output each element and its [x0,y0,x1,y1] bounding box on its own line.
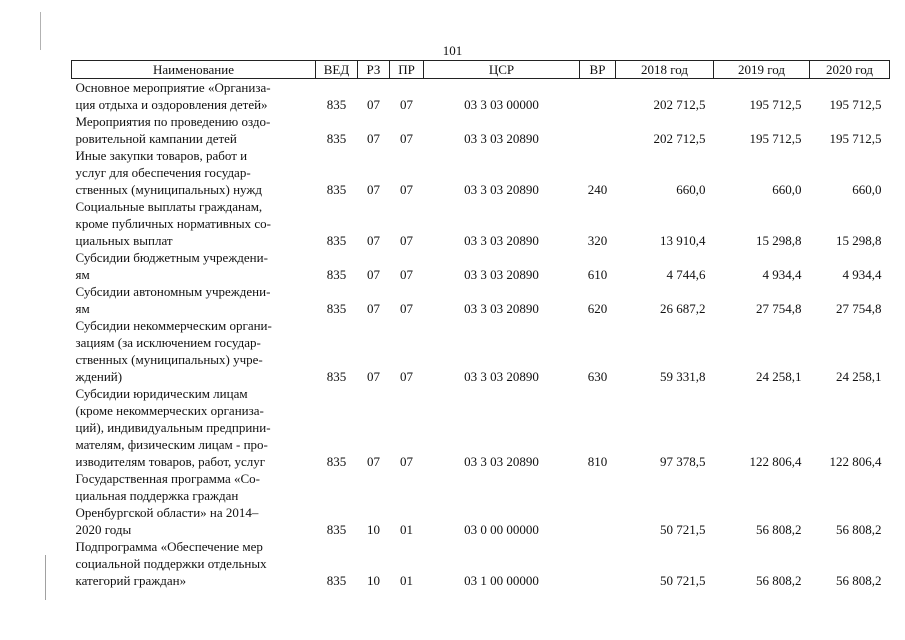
cell-2020: 122 806,4 [829,454,882,469]
cell-2019: 195 712,5 [749,131,802,146]
cell-pr: 01 [400,573,413,588]
cell-vr [580,113,616,147]
cell-csr: 03 3 03 20890 [464,301,539,316]
cell-2018: 26 687,2 [660,301,706,316]
cell-2018: 4 744,6 [666,267,706,282]
cell-rz: 07 [367,182,380,197]
cell-name: Иные закупки товаров, работ и услуг для обеспечения государ- ственных (муниципальных) нужд [75,148,262,197]
cell-2020: 24 258,1 [836,369,882,384]
cell-rz: 07 [367,267,380,282]
cell-name: Субсидии бюджетным учреждени- ям [75,250,268,282]
cell-csr: 03 3 03 00000 [464,97,539,112]
table-row [72,283,890,317]
cell-pr: 07 [400,233,413,248]
header-csr: ЦСР [424,61,580,79]
cell-name: Основное мероприятие «Организа- ция отдыха и оздоровления детей» [75,80,271,112]
header-2019: 2019 год [714,61,810,79]
cell-2019: 4 934,4 [762,267,802,282]
cell-ved: 835 [326,369,347,384]
table-header-row [72,61,890,79]
header-rz: РЗ [358,61,390,79]
table-row [72,249,890,283]
cell-rz: 07 [367,301,380,316]
table-row [72,198,890,249]
table-row [72,538,890,589]
header-name: Наименование [72,61,316,79]
cell-rz: 07 [367,97,380,112]
cell-2019: 15 298,8 [756,233,802,248]
cell-vr: 240 [587,182,608,197]
cell-vr [580,79,616,114]
cell-rz: 10 [367,573,380,588]
cell-vr: 810 [587,454,608,469]
cell-2020: 56 808,2 [836,522,882,537]
cell-ved: 835 [326,267,347,282]
cell-pr: 07 [400,97,413,112]
cell-2018: 50 721,5 [660,573,706,588]
table-row [72,385,890,470]
cell-pr: 07 [400,369,413,384]
table-row [72,113,890,147]
cell-2020: 4 934,4 [842,267,882,282]
cell-rz: 07 [367,131,380,146]
cell-rz: 07 [367,233,380,248]
cell-name: Мероприятия по проведению оздо- ровительной кампании детей [75,114,271,146]
cell-name: Субсидии юридическим лицам (кроме некоммерческих организа- ций), индивидуальным предприни- мателям, физическим лицам - про- изводителям товаров, работ, услуг [75,386,271,469]
cell-ved: 835 [326,182,347,197]
cell-ved: 835 [326,573,347,588]
cell-vr [580,538,616,589]
cell-pr: 07 [400,182,413,197]
cell-pr: 07 [400,267,413,282]
cell-pr: 07 [400,301,413,316]
cell-vr: 620 [587,301,608,316]
cell-ved: 835 [326,522,347,537]
cell-vr: 320 [587,233,608,248]
cell-csr: 03 0 00 00000 [464,522,539,537]
cell-2019: 660,0 [772,182,802,197]
cell-rz: 07 [367,369,380,384]
cell-2020: 27 754,8 [836,301,882,316]
cell-rz: 07 [367,454,380,469]
cell-2020: 56 808,2 [836,573,882,588]
cell-2018: 660,0 [676,182,706,197]
cell-2019: 122 806,4 [749,454,802,469]
cell-2019: 56 808,2 [756,573,802,588]
cell-2019: 195 712,5 [749,97,802,112]
cell-csr: 03 3 03 20890 [464,182,539,197]
cell-2020: 660,0 [852,182,882,197]
table-row [72,79,890,114]
cell-pr: 07 [400,131,413,146]
cell-csr: 03 3 03 20890 [464,233,539,248]
table-row [72,470,890,538]
cell-name: Государственная программа «Со- циальная поддержка граждан Оренбургской области» на 2014– 2020 годы [75,471,261,537]
cell-name: Субсидии некоммерческим органи- зациям (за исключением государ- ственных (муниципальных) учре- ждений) [75,318,272,384]
cell-csr: 03 3 03 20890 [464,369,539,384]
cell-csr: 03 3 03 20890 [464,267,539,282]
cell-2019: 27 754,8 [756,301,802,316]
cell-ved: 835 [326,97,347,112]
cell-vr: 610 [587,267,608,282]
budget-table [71,60,890,589]
cell-csr: 03 3 03 20890 [464,454,539,469]
table-row [72,317,890,385]
cell-2018: 59 331,8 [660,369,706,384]
cell-rz: 10 [367,522,380,537]
cell-pr: 01 [400,522,413,537]
cell-csr: 03 3 03 20890 [464,131,539,146]
header-ved: ВЕД [316,61,358,79]
cell-vr: 630 [587,369,608,384]
table-body [72,79,890,590]
cell-2019: 56 808,2 [756,522,802,537]
cell-ved: 835 [326,233,347,248]
cell-2020: 195 712,5 [829,131,882,146]
cell-ved: 835 [326,301,347,316]
header-2020: 2020 год [810,61,890,79]
cell-name: Подпрограмма «Обеспечение мер социальной поддержки отдельных категорий граждан» [75,539,267,588]
page-number: 101 [442,43,463,58]
cell-pr: 07 [400,454,413,469]
table-row [72,147,890,198]
header-pr: ПР [390,61,424,79]
cell-name: Субсидии автономным учреждени- ям [75,284,271,316]
cell-2020: 15 298,8 [836,233,882,248]
cell-2018: 50 721,5 [660,522,706,537]
header-2018: 2018 год [616,61,714,79]
cell-ved: 835 [326,131,347,146]
scan-artifact [45,555,48,600]
header-vr: ВР [580,61,616,79]
cell-vr [580,470,616,538]
cell-csr: 03 1 00 00000 [464,573,539,588]
cell-name: Социальные выплаты гражданам, кроме публичных нормативных со- циальных выплат [75,199,271,248]
cell-2020: 195 712,5 [829,97,882,112]
cell-2019: 24 258,1 [756,369,802,384]
cell-2018: 13 910,4 [660,233,706,248]
cell-ved: 835 [326,454,347,469]
cell-2018: 97 378,5 [660,454,706,469]
cell-2018: 202 712,5 [653,131,706,146]
cell-2018: 202 712,5 [653,97,706,112]
